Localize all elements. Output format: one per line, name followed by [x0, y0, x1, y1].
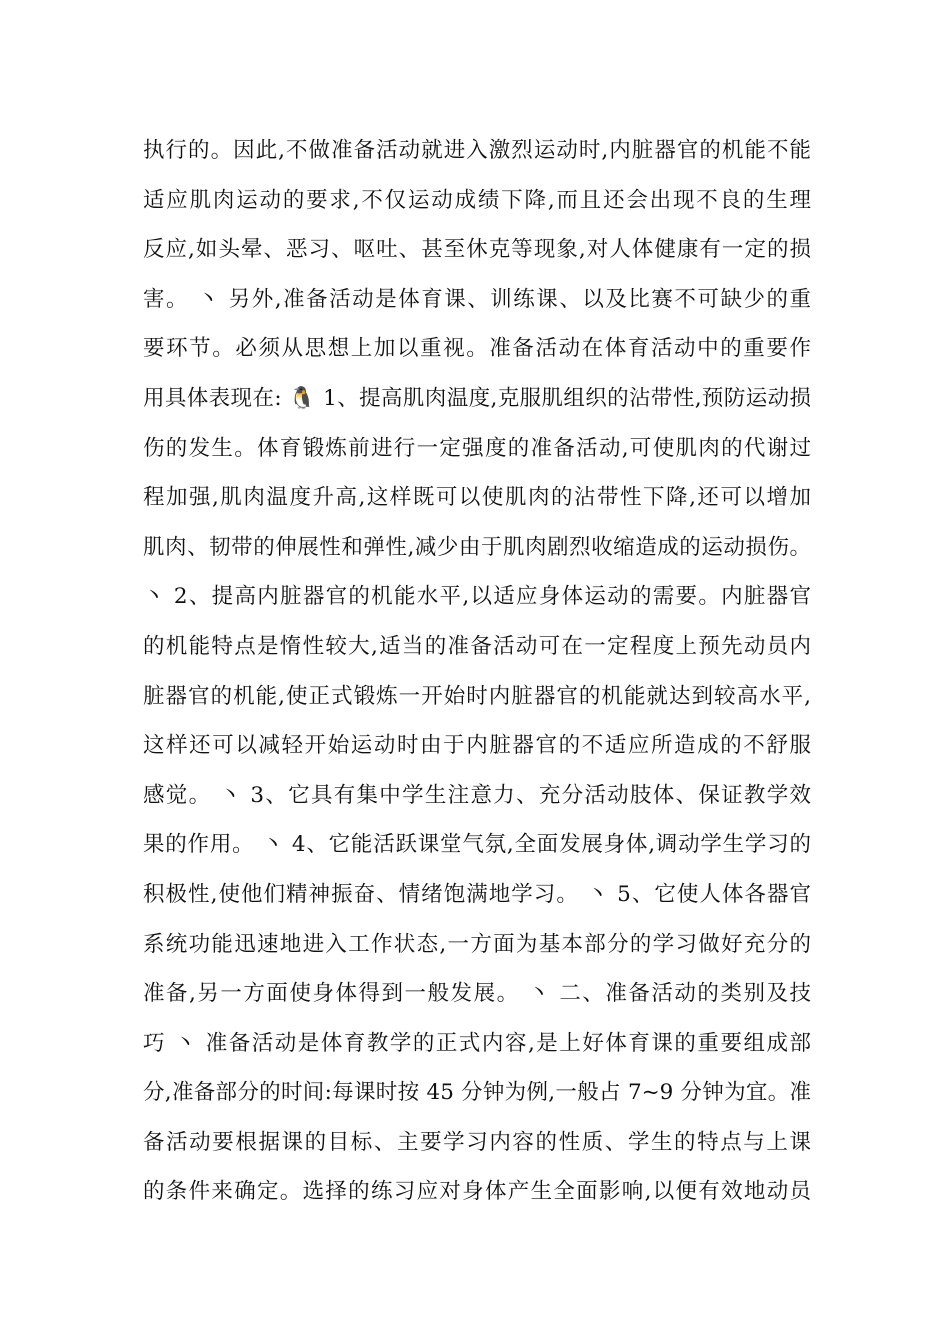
text-line: 这样还可以减轻开始运动时由于内脏器官的不适应所造成的不舒服	[143, 733, 811, 759]
text-line: 的条件来确定。选择的练习应对身体产生全面影响,以便有效地动员	[143, 1179, 811, 1205]
text-line: 积极性,使他们精神振奋、情绪饱满地学习。 丶 5、它使人体各器官	[143, 881, 811, 907]
text-line: 伤的发生。体育锻炼前进行一定强度的准备活动,可使肌肉的代谢过	[143, 435, 811, 461]
body-text	[143, 126, 811, 1217]
text-line: 分,准备部分的时间:每课时按 45 分钟为例,一般占 7~9 分钟为宜。准	[143, 1080, 811, 1106]
text-line: 果的作用。 丶 4、它能活跃课堂气氛,全面发展身体,调动学生学习的	[143, 832, 811, 858]
text-line: 用具体表现在: 🐧 1、提高肌肉温度,克服肌组织的沾带性,预防运动损	[143, 385, 811, 411]
text-line: 程加强,肌肉温度升高,这样既可以使肌肉的沾带性下降,还可以增加	[143, 485, 811, 511]
text-line: 害。 丶 另外,准备活动是体育课、训练课、以及比赛不可缺少的重	[143, 286, 811, 312]
text-line: 巧 丶 准备活动是体育教学的正式内容,是上好体育课的重要组成部	[143, 1030, 811, 1056]
text-line: 丶 2、提高内脏器官的机能水平,以适应身体运动的需要。内脏器官	[143, 584, 811, 610]
text-line: 感觉。 丶 3、它具有集中学生注意力、充分活动肢体、保证教学效	[143, 782, 811, 808]
text-line: 要环节。必须从思想上加以重视。准备活动在体育活动中的重要作	[143, 336, 811, 362]
text-line: 脏器官的机能,使正式锻炼一开始时内脏器官的机能就达到较高水平,	[143, 683, 811, 709]
text-line: 的机能特点是惰性较大,适当的准备活动可在一定程度上预先动员内	[143, 633, 811, 659]
text-line: 肌肉、韧带的伸展性和弹性,减少由于肌肉剧烈收缩造成的运动损伤。	[143, 534, 811, 560]
text-line: 执行的。因此,不做准备活动就进入激烈运动时,内脏器官的机能不能	[143, 138, 811, 163]
text-line: 系统功能迅速地进入工作状态,一方面为基本部分的学习做好充分的	[143, 931, 811, 957]
text-line: 反应,如头晕、恶习、呕吐、甚至休克等现象,对人体健康有一定的损	[143, 237, 811, 263]
text-line: 准备,另一方面使身体得到一般发展。 丶 二、准备活动的类别及技	[143, 981, 811, 1007]
text-line: 适应肌肉运动的要求,不仅运动成绩下降,而且还会出现不良的生理	[143, 187, 811, 213]
text-line: 备活动要根据课的目标、主要学习内容的性质、学生的特点与上课	[143, 1129, 811, 1155]
